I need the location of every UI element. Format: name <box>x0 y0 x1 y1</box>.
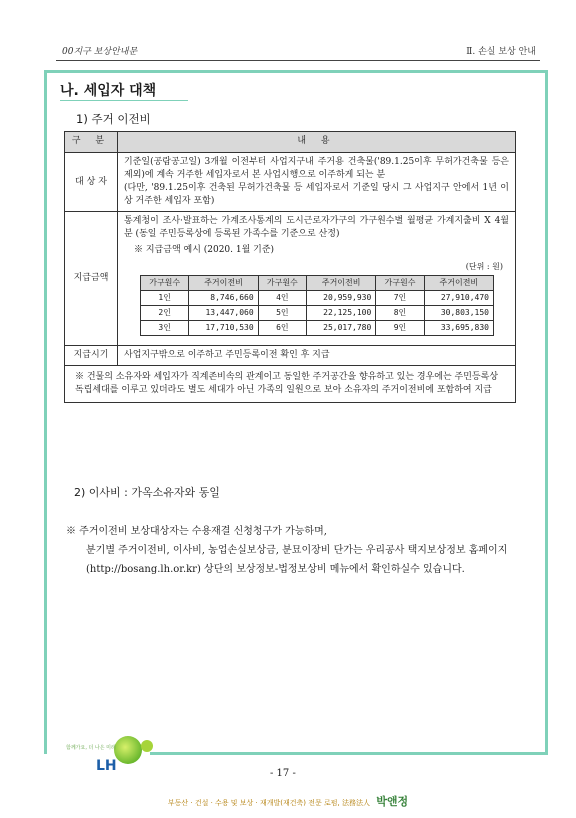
timing-content: 사업지구밖으로 이주하고 주민등록이전 확인 후 지급 <box>118 345 516 365</box>
moving-cost-heading: 2) 이사비 : 가옥소유자와 동일 <box>74 486 220 499</box>
example-col-header: 주거이전비 <box>424 275 493 290</box>
example-cell: 27,910,470 <box>424 290 493 305</box>
example-header-row <box>141 275 494 290</box>
example-cell: 8인 <box>376 305 424 320</box>
example-cell: 20,959,930 <box>307 290 376 305</box>
example-cell: 33,695,830 <box>424 320 493 335</box>
example-cell: 8,746,660 <box>189 290 258 305</box>
example-col-header: 주거이전비 <box>189 275 258 290</box>
example-cell: 22,125,100 <box>307 305 376 320</box>
example-col-header: 가구원수 <box>258 275 306 290</box>
target-label: 대 상 자 <box>65 153 118 212</box>
content-frame-bottom <box>150 752 548 755</box>
target-content <box>118 153 516 212</box>
example-col-header: 가구원수 <box>141 275 189 290</box>
table-header-row <box>65 132 516 153</box>
section-subtitle: 1) 주거 이전비 <box>76 112 151 126</box>
row-timing <box>65 345 516 365</box>
amount-example-note: ※ 지급금액 예시 (2020. 1월 기준) <box>134 245 275 256</box>
amount-description: 통계청이 조사·발표하는 가계조사통계의 도시근로자가구의 가구원수별 월평균 가계지출비 X 4월분 (동일 주민등록상에 등록된 가족수를 기준으로 산정) <box>124 216 509 240</box>
header-rule <box>56 60 540 61</box>
table-note: ※ 건물의 소유자와 세입자가 직계존비속의 관계이고 동일한 주거공간을 향유하고 있는 경우에는 주민등록상 독립세대를 이루고 있더라도 별도 세대가 아닌 가족의 일원으로 보아 소유자의 주거이전비에 포함하여 지급 <box>65 365 516 402</box>
example-cell: 5인 <box>258 305 306 320</box>
target-criteria: 기준일(공람공고일) 3개월 이전부터 사업지구내 주거용 건축물('89.1.25이후 무허가건축물 등은 제외)에 계속 거주한 세입자로서 본 사업시행으로 이주하게 되는 분 <box>124 157 509 181</box>
row-target <box>65 153 516 212</box>
amount-content <box>118 212 516 346</box>
example-cell: 4인 <box>258 290 306 305</box>
example-cell: 13,447,060 <box>189 305 258 320</box>
example-col-header: 주거이전비 <box>307 275 376 290</box>
page-number: - 17 - <box>270 768 296 779</box>
notice-line-2: 분기별 주거이전비, 이사비, 농업손실보상금, 분묘이장비 단가는 우리공사 택지보상정보 홈페이지(http://bosang.lh.or.kr) 상단의 보상정보-법정보상비 메뉴에서 확인하실수 있습니다. <box>86 545 508 575</box>
notice-line-1: ※ 주거이전비 보상대상자는 수용재결 신청청구가 가능하며, <box>66 526 327 537</box>
logo-slogan: 함께가요, 더 나은 미래 <box>66 745 116 751</box>
example-cell: 2인 <box>141 305 189 320</box>
header-doc-title: 00지구 보상안내문 <box>62 47 138 57</box>
col-header-category: 구 분 <box>65 132 118 153</box>
timing-label: 지급시기 <box>65 345 118 365</box>
footer-brand: 박앤정 <box>376 795 409 808</box>
example-cell: 9인 <box>376 320 424 335</box>
example-row <box>141 305 494 320</box>
footer-text: 부동산 · 건설 · 수용 및 보상 · 재개발(재건축) 전문 로펌, 法務法人 <box>167 799 370 807</box>
amount-example-table <box>140 275 494 336</box>
row-amount <box>65 212 516 346</box>
example-col-header: 가구원수 <box>376 275 424 290</box>
example-cell: 25,017,780 <box>307 320 376 335</box>
notice-paragraph <box>66 522 518 579</box>
section-title-underline <box>60 100 188 101</box>
col-header-content: 내 용 <box>118 132 516 153</box>
example-cell: 6인 <box>258 320 306 335</box>
example-row <box>141 290 494 305</box>
example-cell: 30,803,150 <box>424 305 493 320</box>
example-cell: 3인 <box>141 320 189 335</box>
amount-unit: (단위 : 원) <box>465 262 503 272</box>
example-row <box>141 320 494 335</box>
example-cell: 17,710,530 <box>189 320 258 335</box>
target-exception: (다만, '89.1.25이후 건축된 무허가건축물 등 세입자로서 기준일 당시 그 사업지구 안에서 1년 이상 거주한 세입자 포함) <box>124 183 509 207</box>
example-cell: 7인 <box>376 290 424 305</box>
lh-logo-text: LH <box>96 758 117 774</box>
example-cell: 1인 <box>141 290 189 305</box>
compensation-table <box>64 131 516 403</box>
header-chapter: Ⅱ. 손실 보상 안내 <box>466 47 536 57</box>
footer <box>0 793 576 809</box>
amount-label: 지급금액 <box>65 212 118 346</box>
row-note <box>65 365 516 402</box>
section-title: 나. 세입자 대책 <box>60 83 157 99</box>
